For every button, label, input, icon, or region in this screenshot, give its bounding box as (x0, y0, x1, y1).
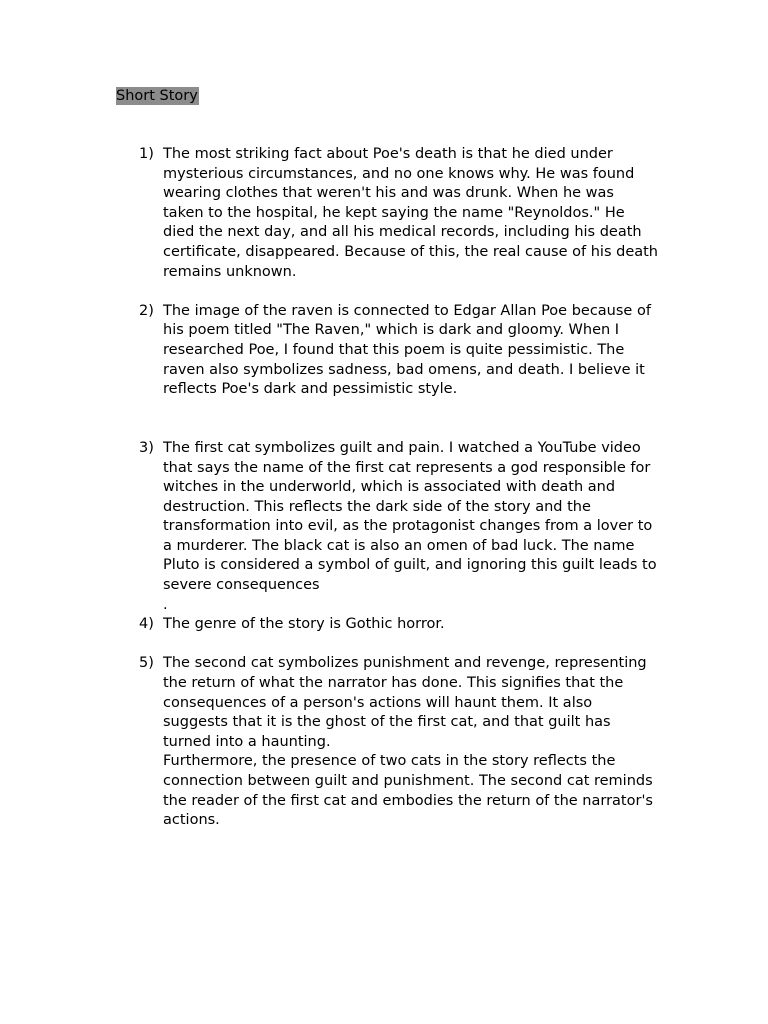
spacer (139, 282, 659, 302)
list-item-number: 4) (139, 616, 154, 633)
list-item[interactable] (139, 654, 659, 830)
list-item-number: 3) (139, 439, 154, 456)
list-item[interactable] (139, 145, 659, 282)
spacer (139, 635, 659, 655)
list-item[interactable] (139, 439, 659, 615)
list-item-number: 5) (139, 655, 154, 672)
paragraph: The most striking fact about Poe's death is that he died under mysterious circumstances, and no one knows why. He was found wearing clothes that weren't his and was drunk. When he was taken to the hospital, he kept saying the name "Reynoldos." He died the next day, and all his medical records, including his death certificate, disappeared. Because of this, the real cause of his death remains unknown. (163, 146, 658, 280)
spacer (139, 400, 659, 439)
paragraph: The first cat symbolizes guilt and pain. I watched a YouTube video that says the name of the first cat represents a god responsible for witches in the underworld, which is associated with death and destruction. This reflects the dark side of the story and the transformation into evil, as the protagonist changes from a lover to a murderer. The black cat is also an omen of bad luck. The name Pluto is considered a symbol of guilt, and ignoring this guilt leads to severe consequences (163, 439, 657, 594)
list-item-text (163, 654, 659, 830)
list-item-number: 2) (139, 302, 154, 319)
list-item-text (163, 302, 659, 400)
list-item[interactable] (139, 302, 659, 400)
document-title[interactable]: Short Story (116, 88, 198, 104)
list-item-text (163, 439, 659, 615)
list-item[interactable] (139, 615, 659, 635)
paragraph: The genre of the story is Gothic horror. (163, 616, 445, 633)
paragraph: The image of the raven is connected to Edgar Allan Poe because of his poem titled "The Raven," which is dark and gloomy. When I researched Poe, I found that this poem is quite pessimistic. The raven also symbolizes sadness, bad omens, and death. I believe it reflects Poe's dark and pessimistic style. (163, 302, 651, 398)
paragraph: . (163, 596, 168, 613)
paragraph: Furthermore, the presence of two cats in the story reflects the connection between guilt and punishment. The second cat reminds the reader of the first cat and embodies the return of the narrator's actions. (163, 753, 653, 829)
paragraph: The second cat symbolizes punishment and revenge, representing the return of what the narrator has done. This signifies that the consequences of a person's actions will haunt them. It also suggests that it is the ghost of the first cat, and that guilt has turned into a haunting. (163, 655, 647, 750)
list-item-text (163, 615, 659, 635)
answer-list (139, 145, 659, 831)
list-item-number: 1) (139, 146, 154, 162)
list-item-text (163, 145, 659, 282)
